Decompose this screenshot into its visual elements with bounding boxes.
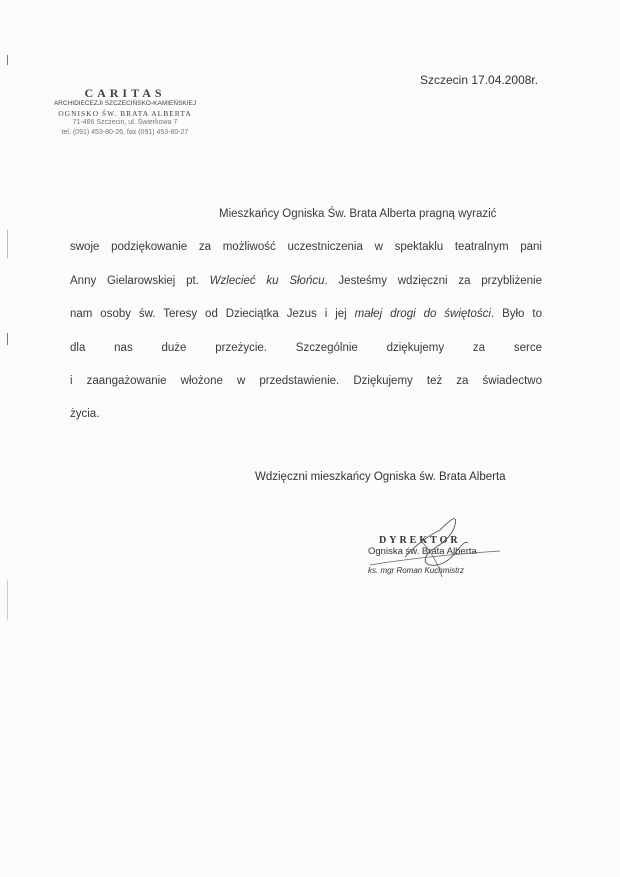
handwritten-signature <box>360 505 510 585</box>
letterhead-archdiocese: ARCHIDIECEZJI SZCZECIŃSKO-KAMIEŃSKIEJ <box>53 100 197 107</box>
stamp-title: DYREKTOR <box>379 535 461 546</box>
closing-line: Wdzięczni mieszkańcy Ogniska św. Brata Alberta <box>255 471 506 483</box>
letter-date: Szczecin 17.04.2008r. <box>420 73 539 87</box>
body-line-5: dla nas duże przeżycie. Szczególnie dziękujemy za serce <box>70 342 542 354</box>
letterhead-title: CARITAS <box>84 86 166 100</box>
little-way-phrase: małej drogi do świętości <box>354 308 491 320</box>
body-line-7: życia. <box>70 408 100 420</box>
letterhead-phone: tel. (091) 453-80-26, fax (091) 453-80-27 <box>61 129 189 136</box>
scan-edge-mark <box>7 580 8 620</box>
body-line-3 <box>70 274 542 288</box>
body-line-2: swoje podziękowanie za możliwość uczestniczenia w spektaklu teatralnym pani <box>70 241 542 253</box>
body-line-6: i zaangażowanie włożone w przedstawienie. Dziękujemy też za świadectwo <box>70 375 542 387</box>
scan-edge-mark <box>7 230 8 258</box>
body-line-3-part-c: . Jesteśmy wdzięczni za przybliżenie <box>324 275 542 287</box>
play-title: Wzlecieć ku Słońcu <box>209 275 325 287</box>
letterhead-ognisko: OGNISKO ŚW. BRATA ALBERTA <box>58 109 192 118</box>
body-line-3-part-a: Anny Gielarowskiej pt. <box>70 275 210 287</box>
body-line-4 <box>70 307 542 321</box>
body-line-1: Mieszkańcy Ogniska Św. Brata Alberta pragną wyrazić <box>219 208 497 220</box>
scan-edge-mark <box>7 333 8 345</box>
stamp-name: ks. mgr Roman Kuchmistrz <box>368 566 465 575</box>
letterhead-address: 71-486 Szczecin, ul. Świerkowa 7 <box>72 119 178 126</box>
scan-edge-mark <box>7 55 8 65</box>
body-line-4-part-a: nam osoby św. Teresy od Dzieciątka Jezus i jej <box>70 308 355 320</box>
body-line-4-part-c: . Było to <box>490 308 542 320</box>
stamp-organization: Ogniska św. Brata Alberta <box>368 546 477 557</box>
